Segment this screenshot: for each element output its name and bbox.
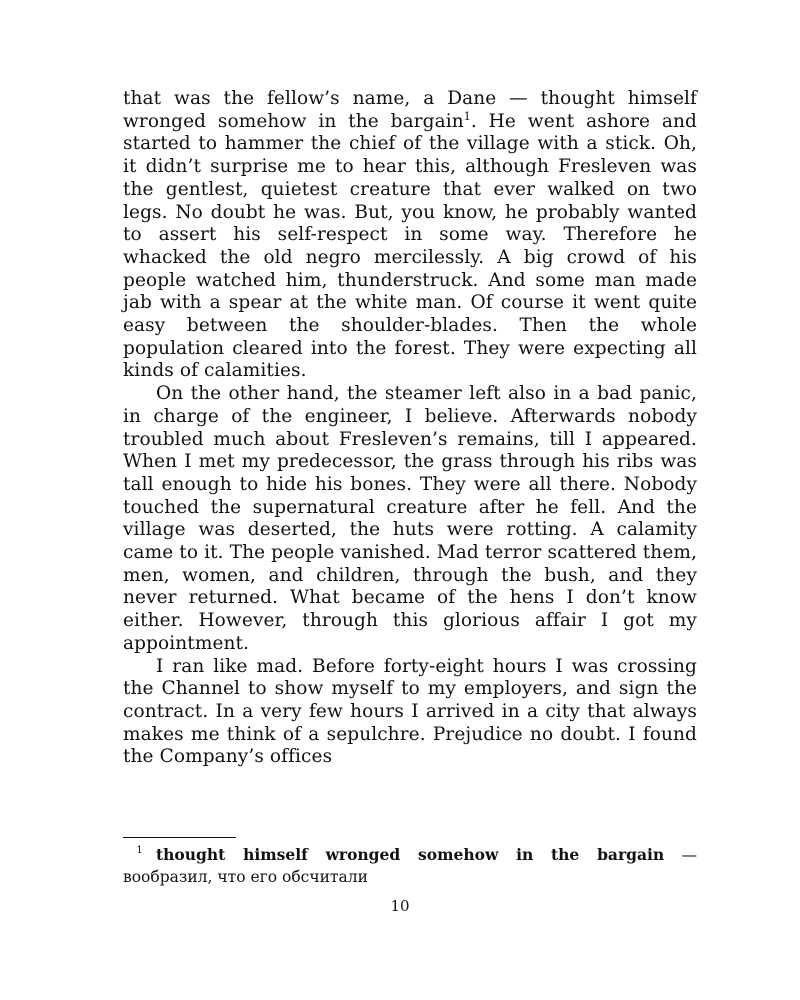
- footnote-divider: [123, 837, 236, 838]
- paragraph-1-continuation: . He went ashore and started to hammer the chief of the village with a stick. Oh, it didn’t surprise me to hear this, although Fresleven was the gentlest, quietest creature that ever walked on two legs. No doubt he was. But, you know, he probably wanted to assert his self-respect in some way. Therefore he whacked the old negro mercilessly. A big crowd of his people watched him, thunderstruck. And some man made jab with a spear at the white man. Of course it went quite easy between the shoulder-blades. Then the whole population cleared into the forest. They were expecting all kinds of calamities.: [123, 110, 697, 382]
- footnote-dash: —: [664, 846, 697, 864]
- paragraph-1-start: that was the fellow’s name, a Dane — thought himself wronged somehow in the bargain: [123, 88, 697, 132]
- footnote-number: 1: [136, 845, 143, 856]
- paragraph-3: I ran like mad. Before forty-eight hours I was crossing the Channel to show myself to my employers, and sign the contract. In a very few hours I arrived in a city that always makes me think of a sepulchre. Prejudice no doubt. I found the Company’s offices: [123, 655, 697, 768]
- footnote-reference[interactable]: 1: [463, 109, 471, 123]
- body-text: [123, 88, 697, 769]
- footnote-term: thought himself wronged somehow in the bargain: [156, 845, 665, 864]
- paragraph-2: On the other hand, the steamer left also in a bad panic, in charge of the engineer, I believe. Afterwards nobody troubled much about Fresleven’s remains, till I appeared. When I met my predecessor, the grass through his ribs was tall enough to hide his bones. They were all there. Nobody touched the supernatural creature after he fell. And the village was deserted, the huts were rotting. A calamity came to it. The people vanished. Mad terror scattered them, men, women, and children, through the bush, and they never returned. What became of the hens I don’t know either. However, through this glorious affair I got my appointment.: [123, 383, 697, 654]
- footnote-translation: вообразил, что его обсчитали: [123, 868, 368, 886]
- footnote: [123, 844, 697, 888]
- page-number: 10: [390, 897, 410, 915]
- paragraph-1: [123, 88, 697, 383]
